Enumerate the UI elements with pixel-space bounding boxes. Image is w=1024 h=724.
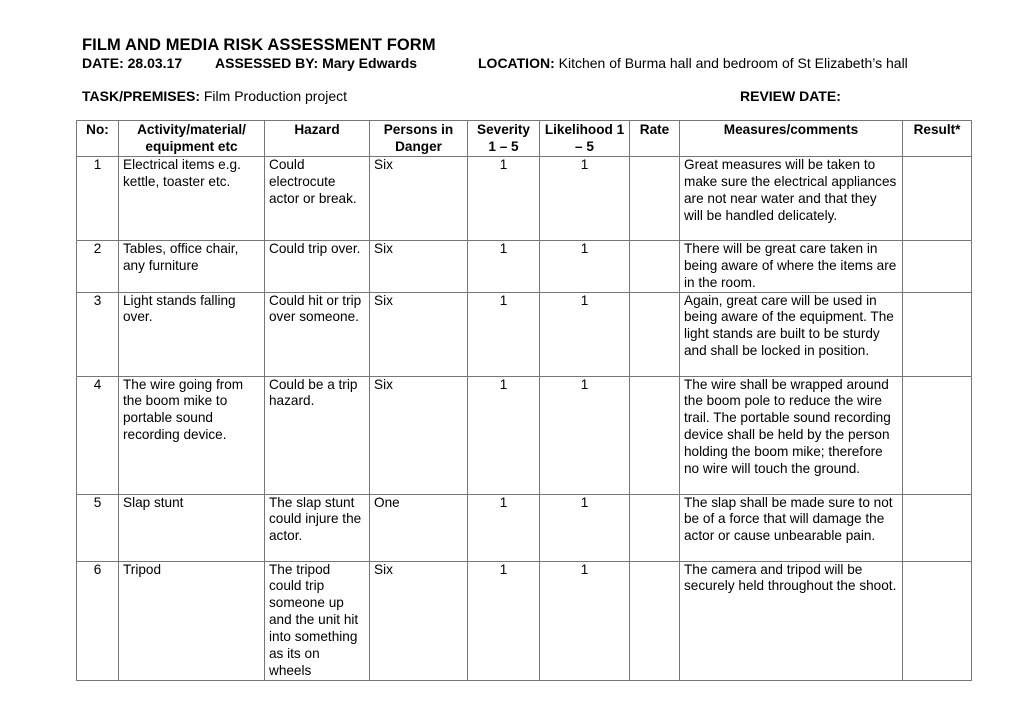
date-label: DATE: [82, 55, 124, 71]
table-row [77, 156, 972, 240]
cell-no: 5 [77, 494, 119, 561]
cell-persons: Six [370, 376, 468, 494]
cell-result [903, 156, 972, 240]
cell-persons: Six [370, 156, 468, 240]
cell-activity: Tables, office chair, any furniture [119, 240, 265, 292]
header-no: No: [77, 121, 119, 157]
cell-no: 6 [77, 561, 119, 680]
header-likelihood: Likelihood 1 – 5 [540, 121, 630, 157]
form-title: FILM AND MEDIA RISK ASSESSMENT FORM [82, 36, 436, 54]
cell-result [903, 376, 972, 494]
cell-persons: Six [370, 240, 468, 292]
cell-severity: 1 [468, 376, 540, 494]
header-result: Result* [903, 121, 972, 157]
table-row [77, 376, 972, 494]
cell-hazard: Could trip over. [265, 240, 370, 292]
task-premises-field [82, 88, 347, 104]
cell-likelihood: 1 [540, 494, 630, 561]
task-premises-label: TASK/PREMISES: [82, 88, 200, 104]
cell-hazard: The tripod could trip someone up and the unit hit into something as its on wheels [265, 561, 370, 680]
cell-measures: The wire shall be wrapped around the boom pole to reduce the wire trail. The portable sound recording device shall be held by the person holding the boom mike; therefore no wire will touch the ground. [680, 376, 903, 494]
cell-activity: Electrical items e.g. kettle, toaster etc. [119, 156, 265, 240]
header-persons: Persons in Danger [370, 121, 468, 157]
cell-likelihood: 1 [540, 561, 630, 680]
cell-measures: There will be great care taken in being aware of where the items are in the room. [680, 240, 903, 292]
cell-hazard: Could be a trip hazard. [265, 376, 370, 494]
cell-measures: Again, great care will be used in being aware of the equipment. The light stands are built to be sturdy and shall be locked in position. [680, 292, 903, 376]
cell-rate [630, 240, 680, 292]
cell-rate [630, 561, 680, 680]
cell-activity: Light stands falling over. [119, 292, 265, 376]
header-activity: Activity/material/ equipment etc [119, 121, 265, 157]
cell-likelihood: 1 [540, 292, 630, 376]
cell-severity: 1 [468, 292, 540, 376]
cell-rate [630, 494, 680, 561]
header-severity: Severity 1 – 5 [468, 121, 540, 157]
cell-activity: Tripod [119, 561, 265, 680]
cell-activity: Slap stunt [119, 494, 265, 561]
risk-table [76, 120, 972, 681]
date-value: 28.03.17 [127, 55, 183, 71]
cell-likelihood: 1 [540, 376, 630, 494]
cell-persons: One [370, 494, 468, 561]
assessed-by-value: Mary Edwards [322, 55, 418, 71]
location-value: Kitchen of Burma hall and bedroom of St Elizabeth’s hall [558, 55, 908, 71]
location-field [478, 55, 908, 71]
task-premises-value: Film Production project [203, 88, 348, 104]
cell-no: 1 [77, 156, 119, 240]
cell-measures: The slap shall be made sure to not be of a force that will damage the actor or cause unbearable pain. [680, 494, 903, 561]
review-date-field [740, 88, 841, 104]
header-measures: Measures/comments [680, 121, 903, 157]
assessed-by-label: ASSESSED BY: [215, 55, 319, 71]
cell-rate [630, 376, 680, 494]
cell-severity: 1 [468, 156, 540, 240]
cell-hazard: Could hit or trip over someone. [265, 292, 370, 376]
cell-rate [630, 156, 680, 240]
table-row [77, 561, 972, 680]
cell-no: 4 [77, 376, 119, 494]
cell-persons: Six [370, 561, 468, 680]
cell-likelihood: 1 [540, 240, 630, 292]
table-row [77, 494, 972, 561]
cell-persons: Six [370, 292, 468, 376]
table-row [77, 240, 972, 292]
cell-no: 3 [77, 292, 119, 376]
cell-activity: The wire going from the boom mike to portable sound recording device. [119, 376, 265, 494]
cell-likelihood: 1 [540, 156, 630, 240]
cell-severity: 1 [468, 240, 540, 292]
cell-result [903, 292, 972, 376]
cell-measures: The camera and tripod will be securely held throughout the shoot. [680, 561, 903, 680]
cell-measures: Great measures will be taken to make sure the electrical appliances are not near water and that they will be handled delicately. [680, 156, 903, 240]
cell-result [903, 494, 972, 561]
location-label: LOCATION: [478, 55, 555, 71]
assessed-by-field [215, 55, 417, 71]
header-rate: Rate [630, 121, 680, 157]
table-row [77, 292, 972, 376]
cell-hazard: Could electrocute actor or break. [265, 156, 370, 240]
cell-result [903, 240, 972, 292]
cell-severity: 1 [468, 561, 540, 680]
cell-severity: 1 [468, 494, 540, 561]
cell-no: 2 [77, 240, 119, 292]
cell-result [903, 561, 972, 680]
cell-rate [630, 292, 680, 376]
date-field [82, 55, 182, 71]
header-hazard: Hazard [265, 121, 370, 157]
review-date-label: REVIEW DATE: [740, 88, 841, 104]
table-header-row [77, 121, 972, 157]
cell-hazard: The slap stunt could injure the actor. [265, 494, 370, 561]
